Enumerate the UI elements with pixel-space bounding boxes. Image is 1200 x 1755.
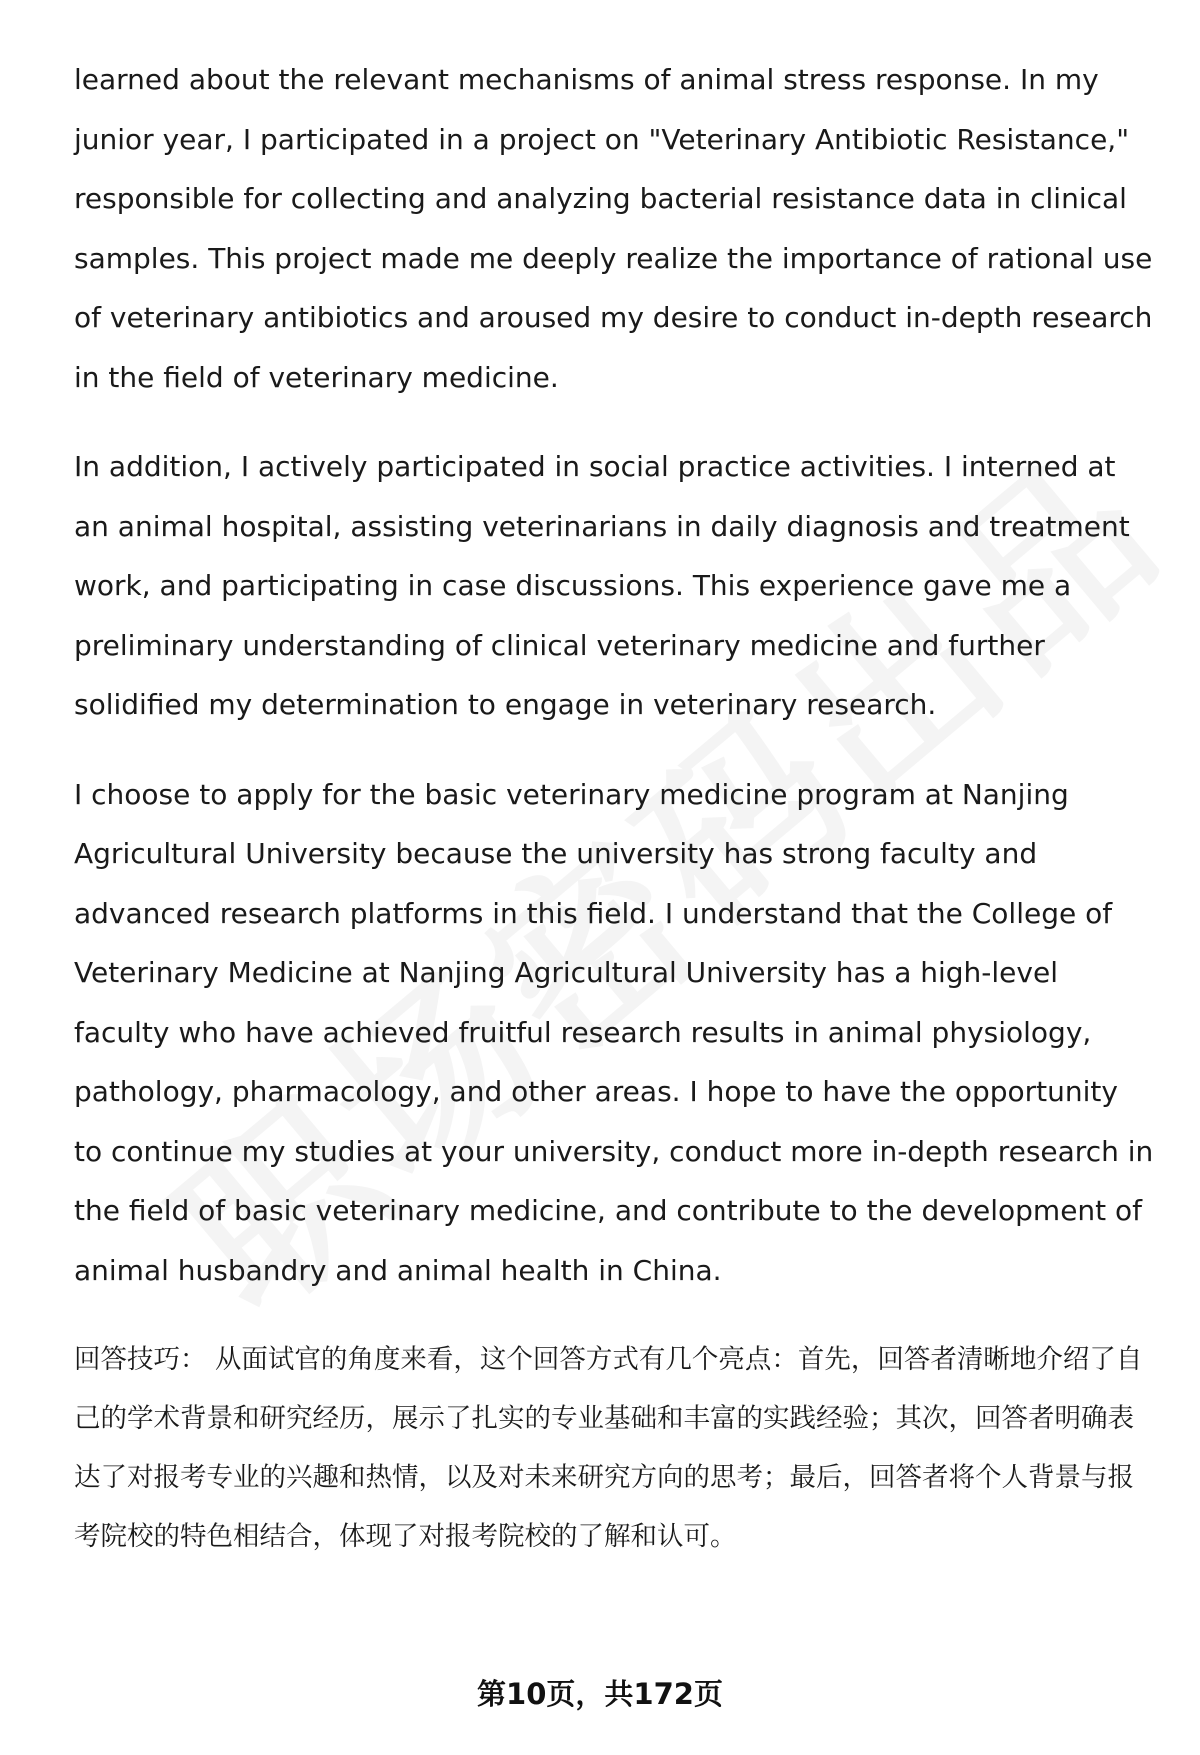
paragraph-program-choice: I choose to apply for the basic veterinary medicine program at Nanjing Agricultural University because the university has strong faculty and advanced research platforms in this field. I understand that the College of Veterinary Medicine at Nanjing Agricultural University has a high-level faculty who have achieved fruitful research results in animal physiology, pathology, pharmacology, and other areas. I hope to have the opportunity to continue my studies at your university, conduct more in-depth research in the field of basic veterinary medicine, and contribute to the development of animal husbandry and animal health in China. — [74, 777, 1154, 1287]
page-number-footer: 第10页，共172页 — [477, 1677, 723, 1711]
paragraph-answer-tips: 回答技巧： 从面试官的角度来看，这个回答方式有几个亮点：首先，回答者清晰地介绍了自己的学术背景和研究经历，展示了扎实的专业基础和丰富的实践经验；其次，回答者明确表达了对报考专业的兴趣和热情，以及对未来研究方向的思考；最后，回答者将个人背景与报考院校的特色相结合，体现了对报考院校的了解和认可。 — [74, 1344, 1143, 1552]
paragraph-research-experience: learned about the relevant mechanisms of animal stress response. In my junior year, I participated in a project on "Veterinary Antibiotic Resistance," responsible for collecting and analyzing bacterial resistance data in clinical samples. This project made me deeply realize the importance of rational use of veterinary antibiotics and aroused my desire to conduct in-depth research in the field of veterinary medicine. — [74, 63, 1153, 394]
page-content — [74, 50, 1154, 1596]
paragraph-social-practice: In addition, I actively participated in social practice activities. I interned at an animal hospital, assisting veterinarians in daily diagnosis and treatment work, and participating in case discussions. This experience gave me a preliminary understanding of clinical veterinary medicine and further solidified my determination to engage in veterinary research. — [74, 450, 1130, 721]
